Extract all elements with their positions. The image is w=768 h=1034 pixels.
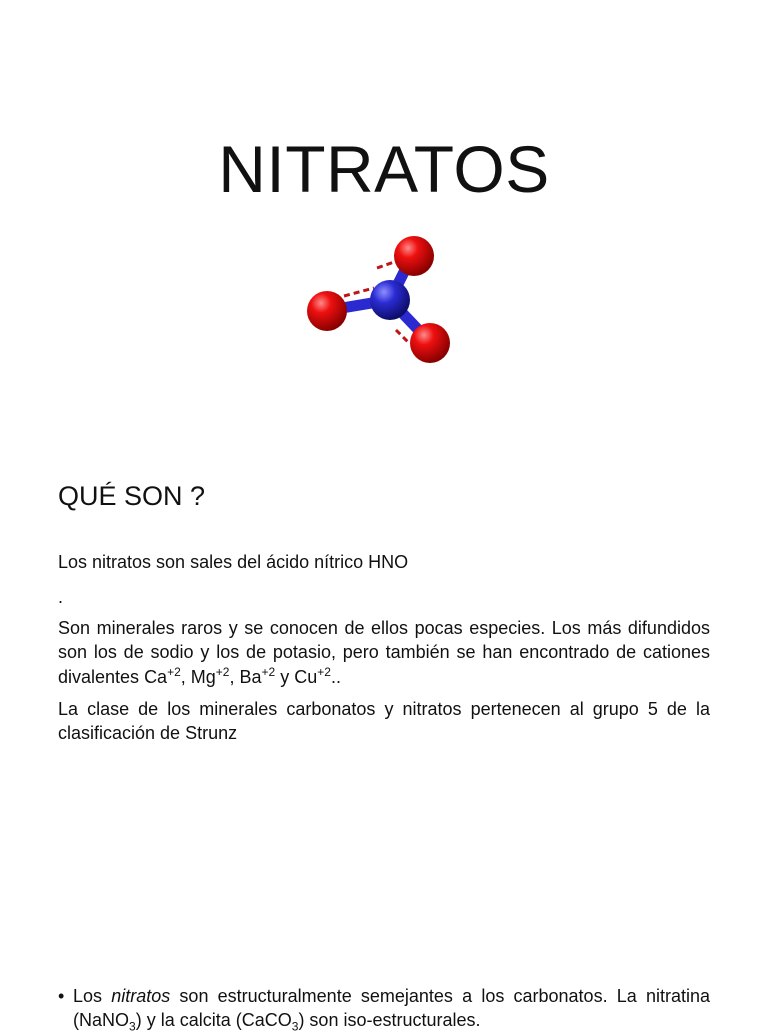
oxygen-atom-right bbox=[410, 323, 450, 363]
ending-dots: .. bbox=[330, 666, 341, 687]
section-heading: QUÉ SON ? bbox=[58, 481, 206, 511]
list-item bbox=[58, 984, 710, 1033]
bullet-text-start: Los bbox=[73, 986, 112, 1006]
bullet-text-middle: son estructuralmente semejantes a los carbonatos. La nitratina (NaNO bbox=[73, 986, 710, 1031]
separator: , bbox=[229, 666, 240, 687]
conjunction: y bbox=[275, 666, 295, 687]
copper-charge: +2 bbox=[317, 664, 331, 679]
bullet-list bbox=[58, 984, 710, 1033]
copper-symbol: Cu bbox=[294, 666, 318, 687]
bullet-icon: • bbox=[58, 986, 65, 1006]
bullet-text bbox=[73, 984, 710, 1033]
calcium-symbol: Ca bbox=[144, 666, 168, 687]
classification-paragraph: La clase de los minerales carbonatos y nitratos pertenecen al grupo 5 de la clasificación de Strunz bbox=[58, 699, 710, 744]
barium-charge: +2 bbox=[261, 664, 276, 679]
oxygen-atom-top bbox=[394, 236, 434, 276]
bullet-text-middle2: ) y la calcita (CaCO bbox=[135, 1010, 292, 1031]
definition-paragraph: Los nitratos son sales del ácido nítrico HNO bbox=[58, 552, 409, 572]
magnesium-charge: +2 bbox=[215, 664, 230, 679]
subscript: 3 bbox=[129, 1020, 136, 1034]
separator: , bbox=[180, 666, 191, 687]
bullet-text-end: ) son iso-estructurales. bbox=[298, 1010, 481, 1031]
nitrate-molecule-image bbox=[296, 226, 466, 376]
minerals-paragraph bbox=[58, 616, 710, 689]
calcium-charge: +2 bbox=[167, 664, 181, 679]
nitrogen-atom bbox=[370, 280, 410, 320]
magnesium-symbol: Mg bbox=[190, 666, 216, 687]
subscript: 3 bbox=[291, 1020, 299, 1034]
barium-symbol: Ba bbox=[239, 666, 262, 687]
minerals-text: Son minerales raros y se conocen de ellos pocas especies. Los más difundidos son los de sodio y los de potasio, pero también se han encontrado de cationes divalentes bbox=[58, 618, 710, 687]
stray-period: . bbox=[58, 587, 64, 607]
bullet-text-italic: nitratos bbox=[111, 986, 171, 1006]
oxygen-atom-left bbox=[307, 291, 347, 331]
slide-title: NITRATOS bbox=[218, 132, 550, 206]
